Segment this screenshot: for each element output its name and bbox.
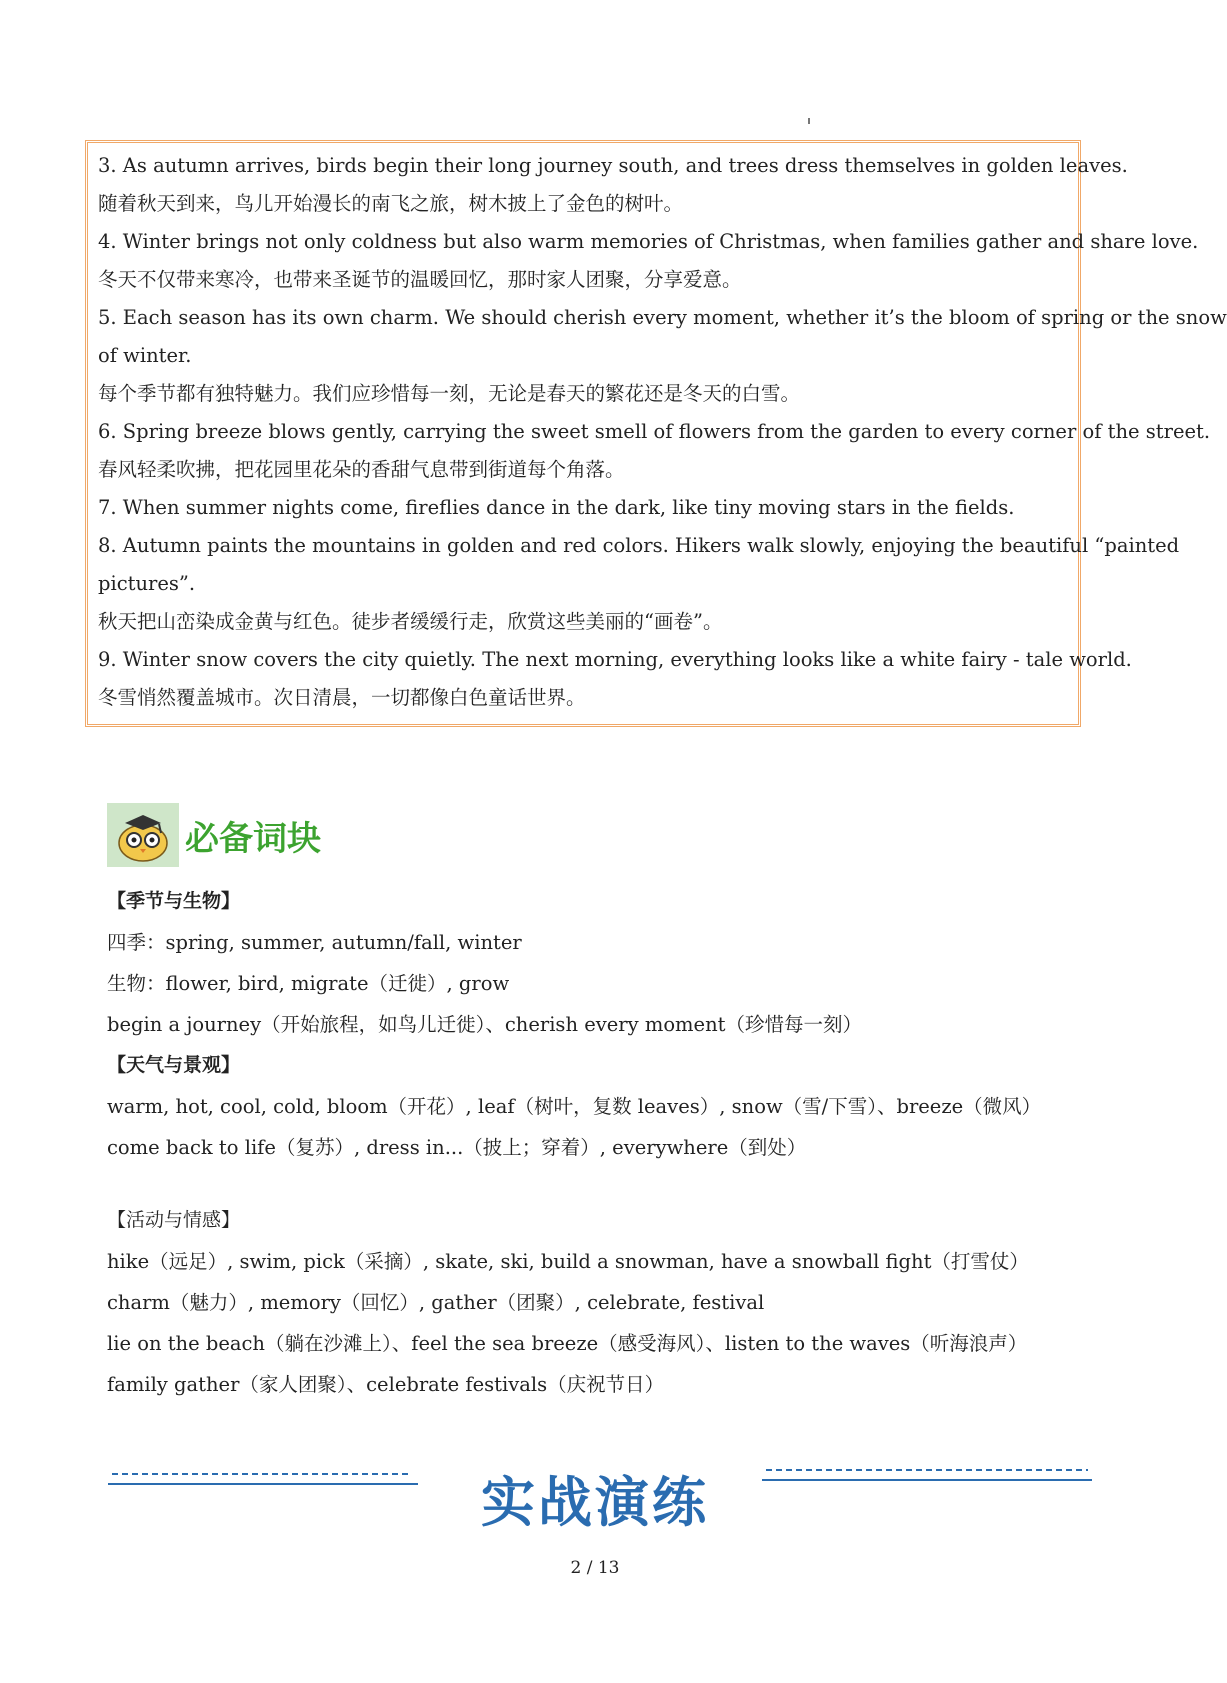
- example-sentences-box: [85, 140, 1227, 727]
- page-mark: [808, 118, 810, 124]
- section-title: 必备词块: [185, 818, 321, 859]
- sentence-zh: 冬天不仅带来寒冷，也带来圣诞节的温暖回忆，那时家人团聚，分享爱意。: [98, 268, 742, 291]
- sentence-en: 3. As autumn arrives, birds begin their long journey south, and trees dress themselves in golden leaves.: [98, 154, 1128, 177]
- vocab-line: family gather（家人团聚）、celebrate festivals（庆祝节日）: [107, 1373, 665, 1396]
- sentence-en-cont: pictures”.: [98, 572, 196, 595]
- vocab-line: come back to life（复苏）, dress in...（披上；穿着）, everywhere（到处）: [107, 1136, 807, 1159]
- vocab-category: 【天气与景观】: [107, 1054, 241, 1076]
- sentence-zh: 冬雪悄然覆盖城市。次日清晨，一切都像白色童话世界。: [98, 686, 586, 709]
- practice-header: [0, 1460, 1190, 1540]
- page-number: 2 / 13: [570, 1558, 620, 1578]
- vocab-line: lie on the beach（躺在沙滩上）、feel the sea breeze（感受海风）、listen to the waves（听海浪声）: [107, 1332, 1028, 1355]
- section-header: [107, 803, 321, 867]
- sentence-en: 4. Winter brings not only coldness but also warm memories of Christmas, when families gather and share love.: [98, 230, 1199, 253]
- sentence-en: 6. Spring breeze blows gently, carrying the sweet smell of flowers from the garden to every corner of the street.: [98, 420, 1211, 443]
- vocab-category: 【活动与情感】: [107, 1209, 241, 1231]
- sentence-en: 5. Each season has its own charm. We should cherish every moment, whether it’s the bloom of spring or the snow: [98, 306, 1227, 329]
- vocab-line: begin a journey（开始旅程，如鸟儿迁徙）、cherish every moment（珍惜每一刻）: [107, 1013, 862, 1036]
- vocab-category: 【季节与生物】: [107, 890, 241, 912]
- sentence-zh: 春风轻柔吹拂，把花园里花朵的香甜气息带到街道每个角落。: [98, 458, 625, 481]
- sentence-en-cont: of winter.: [98, 344, 192, 367]
- sentence-en: 9. Winter snow covers the city quietly. The next morning, everything looks like a white fairy - tale world.: [98, 648, 1132, 671]
- practice-title: 实战演练: [481, 1471, 709, 1534]
- sentence-en: 7. When summer nights come, fireflies dance in the dark, like tiny moving stars in the fields.: [98, 496, 1015, 519]
- sentence-zh: 随着秋天到来，鸟儿开始漫长的南飞之旅，树木披上了金色的树叶。: [98, 192, 684, 215]
- sentence-zh: 每个季节都有独特魅力。我们应珍惜每一刻，无论是春天的繁花还是冬天的白雪。: [98, 382, 801, 405]
- vocab-line: charm（魅力）, memory（回忆）, gather（团聚）, celebrate, festival: [107, 1291, 765, 1314]
- vocab-line: hike（远足）, swim, pick（采摘）, skate, ski, build a snowman, have a snowball fight（打雪仗）: [107, 1250, 1029, 1273]
- vocab-list: [107, 881, 1067, 1405]
- sentence-en: 8. Autumn paints the mountains in golden and red colors. Hikers walk slowly, enjoying the beautiful “painted: [98, 534, 1180, 557]
- sentence-zh: 秋天把山峦染成金黄与红色。徒步者缓缓行走，欣赏这些美丽的“画卷”。: [98, 610, 723, 633]
- owl-scholar-icon: [107, 803, 179, 867]
- vocab-line: warm, hot, cool, cold, bloom（开花）, leaf（树叶，复数 leaves）, snow（雪/下雪）、breeze（微风）: [107, 1095, 1042, 1118]
- vocab-line: 生物：flower, bird, migrate（迁徙）, grow: [107, 972, 510, 995]
- vocab-line: 四季：spring, summer, autumn/fall, winter: [107, 931, 522, 954]
- decorative-stripe-right: [762, 1466, 1092, 1486]
